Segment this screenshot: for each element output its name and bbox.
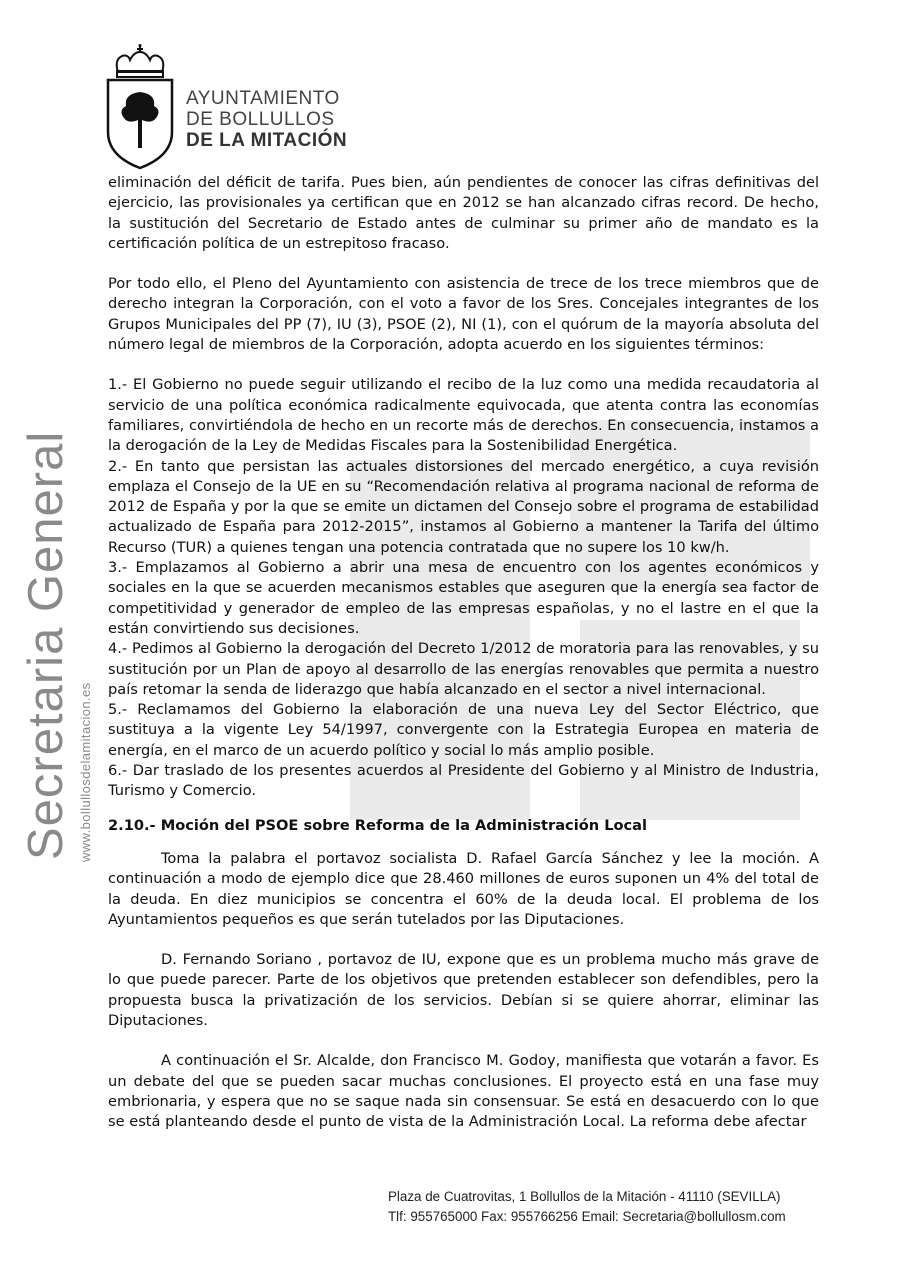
agreement-item-5: 5.- Reclamamos del Gobierno la elaboración de una nueva Ley del Sector Eléctrico, que sustituya a la vigente Ley 54/1997, convergente con la Estrategia Europea en materia de energía, en el marco de un acuerdo político y social lo más amplio posible. [108, 701, 819, 759]
org-line-2: DE BOLLULLOS [186, 109, 335, 130]
paragraph-5: A continuación el Sr. Alcalde, don Francisco M. Godoy, manifiesta que votarán a favor. Es un debate del que se pueden sacar muchas conclusiones. El proyecto está en una fase muy embrionaria, y espera que no se saque nada sin consensuar. Se está en desacuerdo con lo que se está planteando desde el punto de vista de la Administración Local. La reforma debe afectar [108, 1052, 819, 1131]
document-body [108, 173, 819, 1132]
website-stamp: www.bollullosdelamitacion.es [78, 682, 93, 862]
org-line-3: DE LA MITACIÓN [186, 130, 348, 151]
paragraph-2: Por todo ello, el Pleno del Ayuntamiento con asistencia de trece de los trece miembros que de derecho integran la Corporación, con el voto a favor de los Sres. Concejales integrantes de los Grupos Municipales del PP (7), IU (3), PSOE (2), NI (1), con el quórum de la mayoría absoluta del número legal de miembros de la Corporación, adopta acuerdo en los siguientes términos: [108, 275, 819, 354]
org-line-1: AYUNTAMIENTO [186, 88, 340, 109]
letterhead [104, 44, 364, 174]
agreement-item-2: 2.- En tanto que persistan las actuales distorsiones del mercado energético, a cuya revisión emplaza el Consejo de la UE en su “Recomendación relativa al programa nacional de reforma de 2012 de España y por la que se emite un dictamen del Consejo sobre el programa de estabilidad actualizado de España para 2012-2015”, instamos al Gobierno a mantener la Tarifa del último Recurso (TUR) a quienes tengan una potencia contratada que no supere los 10 kw/h. [108, 457, 819, 556]
department-stamp: Secretaria General [19, 430, 73, 860]
footer-address: Plaza de Cuatrovitas, 1 Bollullos de la Mitación - 41110 (SEVILLA) [388, 1189, 781, 1204]
agreement-item-3: 3.- Emplazamos al Gobierno a abrir una mesa de encuentro con los agentes económicos y sociales en la que se acuerden mecanismos estables que aseguren que la energía sea factor de competitividad y generador de empleo de las empresas españolas, y no el lastre en el que la están convirtiendo sus decisiones. [108, 559, 819, 637]
crest-icon [104, 44, 176, 170]
agreement-item-1: 1.- El Gobierno no puede seguir utilizando el recibo de la luz como una medida recaudatoria al servicio de una política económica radicalmente equivocada, que atenta contra las economías familiares, convirtiéndola de hecho en un recorte más de derechos. En consecuencia, instamos a la derogación de la Ley de Medidas Fiscales para la Sostenibilidad Energética. [108, 376, 819, 455]
section-heading: 2.10.- Moción del PSOE sobre Reforma de la Administración Local [108, 816, 648, 834]
paragraph-4: D. Fernando Soriano , portavoz de IU, expone que es un problema mucho más grave de lo que puede parecer. Parte de los objetivos que pretenden establecer son defendibles, pero la propuesta busca la privatización de los servicios. Debían si se quiere ahorrar, eliminar las Diputaciones. [108, 951, 819, 1029]
footer [388, 1187, 786, 1227]
organization-name [186, 88, 347, 151]
paragraph-3: Toma la palabra el portavoz socialista D. Rafael García Sánchez y lee la moción. A continuación a modo de ejemplo dice que 28.460 millones de euros suponen un 4% del total de la deuda. En diez municipios se concentra el 60% de la deuda local. El problema de los Ayuntamientos pequeños es que serán tutelados por las Diputaciones. [108, 849, 819, 928]
paragraph-1: eliminación del déficit de tarifa. Pues bien, aún pendientes de conocer las cifras definitivas del ejercicio, las provisionales ya certifican que en 2012 se han alcanzado cifras record. De hecho, la sustitución del Secretario de Estado antes de culminar su primer año de mandato es la certificación política de un estrepitoso fracaso. [108, 174, 819, 252]
footer-contact: Tlf: 955765000 Fax: 955766256 Email: Secretaria@bollullosm.com [388, 1209, 786, 1224]
agreement-item-6: 6.- Dar traslado de los presentes acuerdos al Presidente del Gobierno y al Ministro de Industria, Turismo y Comercio. [108, 762, 819, 800]
agreement-item-4: 4.- Pedimos al Gobierno la derogación del Decreto 1/2012 de moratoria para las renovables, y su sustitución por un Plan de apoyo al desarrollo de las energías renovables que permita a nuestro país retomar la senda de liderazgo que había alcanzado en el sector a nivel internacional. [108, 640, 819, 698]
